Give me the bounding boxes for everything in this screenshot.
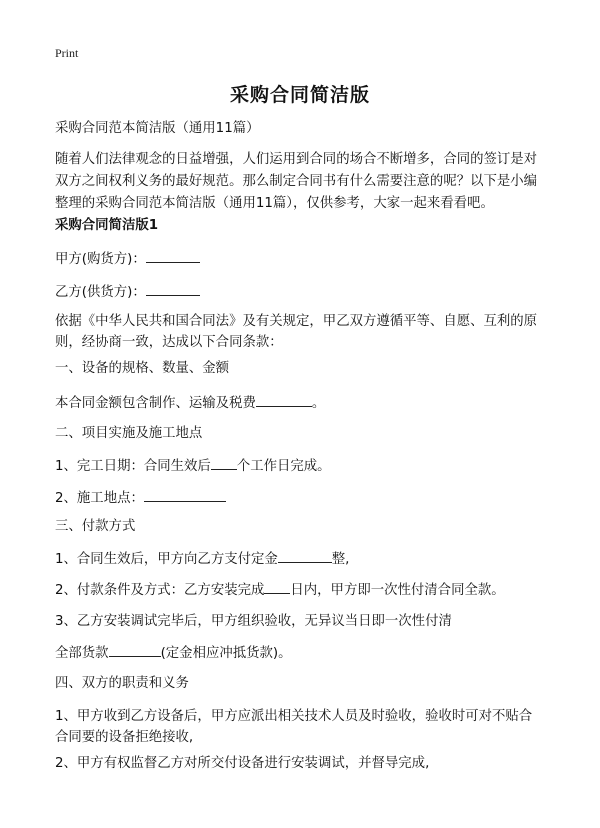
heading-implementation: 二、项目实施及施工地点 xyxy=(55,426,203,441)
full-payment-blank xyxy=(109,642,161,657)
party-b-label: 乙方(供货方)： xyxy=(55,285,146,300)
document-subtitle: 采购合同范本简洁版（通用11篇） xyxy=(55,121,260,136)
amount-blank xyxy=(256,392,312,407)
deposit-blank xyxy=(278,548,332,563)
payment-terms-line xyxy=(55,579,555,602)
site-line xyxy=(55,487,555,510)
deposit-line xyxy=(55,548,555,571)
payment-terms-post: 日内，甲方即一次性付清合同全款。 xyxy=(290,583,505,598)
completion-days-blank xyxy=(211,455,237,470)
acceptance-line: 3、乙方安装调试完毕后，甲方组织验收，无异议当日即一次性付清 xyxy=(55,614,452,629)
intro-line-2: 双方之间权利义务的最好规范。那么制定合同书有什么需要注意的呢？以下是小编 xyxy=(55,174,538,189)
print-link[interactable]: Print xyxy=(55,46,79,60)
deposit-pre: 1、合同生效后，甲方向乙方支付定金 xyxy=(55,552,278,567)
party-a-line xyxy=(55,248,555,271)
amount-suffix: 。 xyxy=(311,396,326,411)
page-title: 采购合同简洁版 xyxy=(229,84,370,106)
amount-line xyxy=(55,392,555,415)
payment-terms-pre: 2、付款条件及方式：乙方安装完成 xyxy=(55,583,265,598)
full-payment-pre: 全部货款 xyxy=(55,646,109,661)
completion-date-line xyxy=(55,455,555,478)
intro-line-1: 随着人们法律观念的日益增强，人们运用到合同的场合不断增多，合同的签订是对 xyxy=(55,152,538,167)
heading-duties: 四、双方的职责和义务 xyxy=(55,676,189,691)
deposit-post: 整, xyxy=(331,552,350,567)
intro-line-3: 整理的采购合同范本简洁版（通用11篇），仅供参考，大家一起来看看吧。 xyxy=(55,196,494,211)
heading-specs: 一、设备的规格、数量、金额 xyxy=(55,361,230,376)
amount-text: 本合同金额包含制作、运输及税费 xyxy=(55,396,256,411)
party-b-blank xyxy=(146,281,200,296)
section-heading: 采购合同简洁版1 xyxy=(55,218,159,233)
party-a-blank xyxy=(146,248,200,263)
duty-2-line: 2、甲方有权监督乙方对所交付设备进行安装调试，并督导完成, xyxy=(55,756,430,771)
basis-line-2: 则，经协商一致，达成以下合同条款： xyxy=(55,335,283,350)
payment-days-blank xyxy=(264,579,290,594)
heading-payment: 三、付款方式 xyxy=(55,519,136,534)
site-label: 2、施工地点： xyxy=(55,491,144,506)
duty-1-line-2: 合同要的设备拒绝接收, xyxy=(55,730,194,745)
party-a-label: 甲方(购货方)： xyxy=(55,252,146,267)
full-payment-post: (定金相应冲抵货款)。 xyxy=(160,646,292,661)
duty-1-line-1: 1、甲方收到乙方设备后，甲方应派出相关技术人员及时验收，验收时可对不贴合 xyxy=(55,709,533,724)
site-blank xyxy=(144,487,226,502)
completion-date-pre: 1、完工日期：合同生效后 xyxy=(55,459,211,474)
full-payment-line xyxy=(55,642,555,665)
completion-date-post: 个工作日完成。 xyxy=(236,459,331,474)
party-b-line xyxy=(55,281,555,304)
basis-line-1: 依据《中华人民共和国合同法》及有关规定，甲乙双方遵循平等、自愿、互利的原 xyxy=(55,314,538,329)
